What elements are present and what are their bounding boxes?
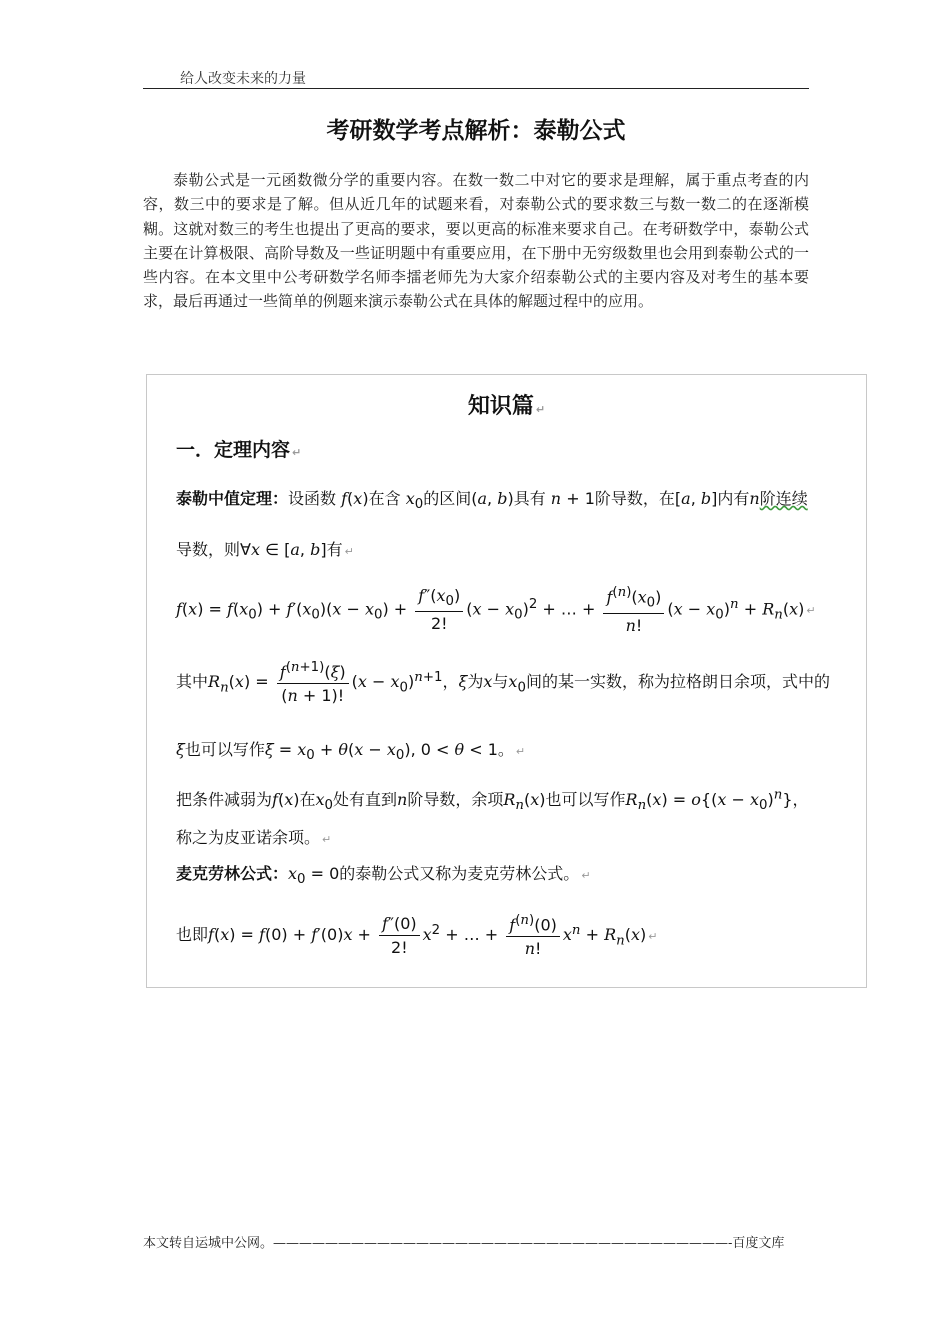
knowledge-image-box [146,374,867,988]
peano-line-1: 把条件减弱为f(x)在$x_0$处有直到n阶导数，余项$R_n(x)$也可以写作$R_n(x) = o\{(x - x_0)^n\}$， [176,787,809,814]
page-title: 考研数学考点解析：泰勒公式 [326,118,626,144]
header-slogan: 给人改变未来的力量 [180,71,306,87]
maclaurin-formula: 也即f(x) = f(0) + f′(0)x + $\frac{f''(0)}{2!}$ $x^2$ + … + $\frac{f^{(n)}(0)}{n!}$ $x^n + R_n(x)$ ↵ [176,913,658,959]
maclaurin-line: 麦克劳林公式：$x_0 = 0$的泰勒公式又称为麦克劳林公式。 ↵ [176,864,591,888]
theorem-line-2: 导数，则∀x ∈ [a, b]有 ↵ [176,540,354,559]
peano-line-2: 称之为皮亚诺余项。 ↵ [176,828,332,847]
intro-paragraph: 泰勒公式是一元函数微分学的重要内容。在数一数二中对它的要求是理解，属于重点考查的内容，数三中的要求是了解。但从近几年的试题来看，对泰勒公式的要求数三与数一数二的在逐渐模糊。这就对数三的考生也提出了更高的要求，要以更高的标准来要求自己。在考研数学中，泰勒公式主要在计算极限、高阶导数及一些证明题中有重要应用，在下册中无穷级数里也会用到泰勒公式的一些内容。在本文里中公考研数学名师李擂老师先为大家介绍泰勒公式的主要内容及对考生的基本要求，最后再通过一些简单的例题来演示泰勒公式在具体的解题过程中的应用。 [143,171,809,311]
footer-source: 本文转自运城中公网。———————————————————————————————————-百度文库 [143,1236,785,1251]
section-title: 一．定理内容 ↵ [176,439,302,461]
theorem-line-1: 泰勒中值定理：设函数 f(x)在含 $x_0$的区间(a, b)具有 n + 1阶导数，在[a, b]内有n阶连续 [176,489,808,513]
box-title: 知识篇 ↵ [467,394,546,419]
taylor-formula: $f(x) = f(x_0) + f'(x_0)(x - x_0)$ + $\frac{f''(x_0)}{2!}$ $(x - x_0)^2$ + … + $\frac{f^{(n)}(x_0)}{n!}$ $(x - x_0)^n + R_n(x)$ ↵ [176,585,816,635]
header-divider [143,88,809,89]
lagrange-remainder-line: 其中$R_n(x)$ = $\frac{f^{(n+1)}(\xi)}{(n + 1)!}$ $(x - x_0)^{n+1}$，ξ为x与$x_0$间的某一实数，称为拉格朗日余项，式中的 [176,660,830,706]
xi-line: ξ也可以写作$\xi = x_0 + \theta(x - x_0)$, 0 < θ < 1。 ↵ [176,740,526,764]
